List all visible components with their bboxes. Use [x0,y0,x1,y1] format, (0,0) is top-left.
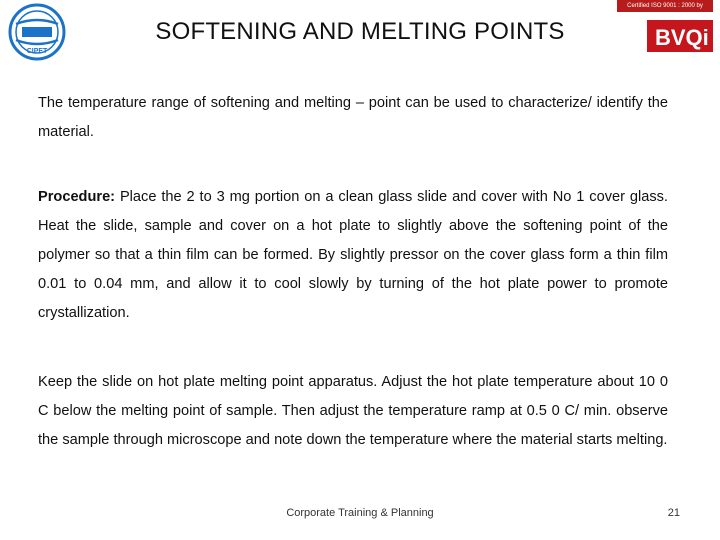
page-title: SOFTENING AND MELTING POINTS [155,18,565,45]
procedure-label: Procedure: [38,189,116,205]
procedure-paragraph [38,183,668,328]
certification-text: Certified ISO 9001 : 2000 by [617,0,713,12]
footer-text: Corporate Training & Planning [286,507,434,519]
procedure-text: Place the 2 to 3 mg portion on a clean glass slide and cover with No 1 cover glass. Heat the slide, sample and cover on a hot plate to slightly above the softening point of the polymer so that a thin film can be formed. By slightly pressor on the cover glass form a thin film 0.01 to 0.04 mm, and allow it to cool slowly by turning of the hot plate power to promote crystallization. [38,189,668,321]
bvqi-logo-icon [617,0,713,52]
bvqi-brand: BVQi [655,25,709,50]
page-number: 21 [667,507,680,519]
cipet-logo-text: CIPET [26,48,48,55]
steps-paragraph: Keep the slide on hot plate melting point apparatus. Adjust the hot plate temperature about 10 0 C below the melting point of sample. Then adjust the temperature ramp at 0.5 0 C/ min. observe the sample through microscope and note down the temperature where the material starts melting. [38,374,668,448]
intro-paragraph: The temperature range of softening and melting – point can be used to characterize/ identify the material. [38,95,668,140]
